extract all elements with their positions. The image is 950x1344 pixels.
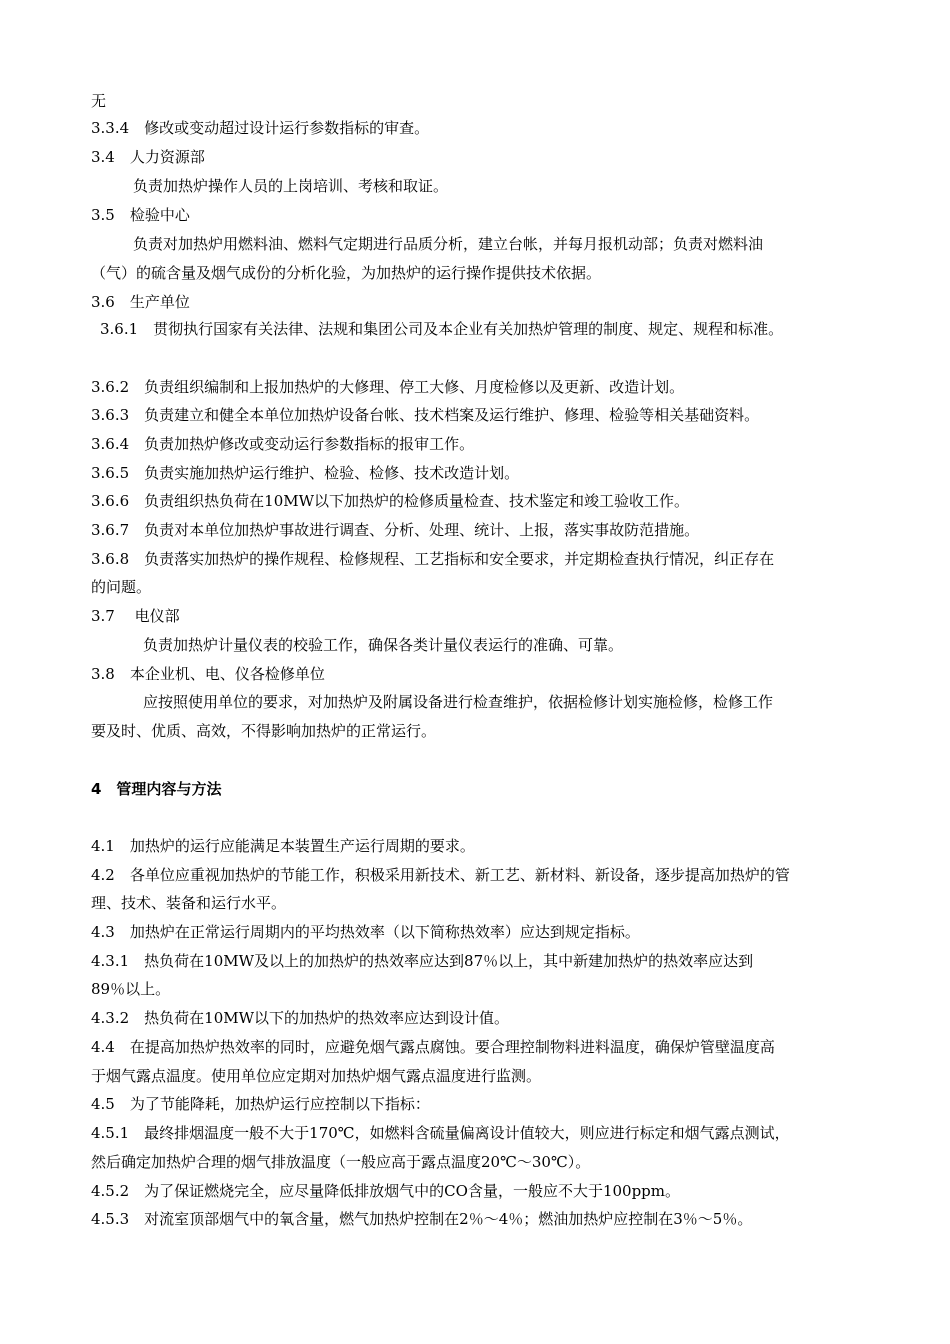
clause-4-3-2: 4.3.2 热负荷在10MW以下的加热炉的热效率应达到设计值。 <box>91 1009 510 1027</box>
clause-3-6-6: 3.6.6 负责组织热负荷在10MW以下加热炉的检修质量检查、技术鉴定和竣工验收工作。 <box>91 492 690 510</box>
paragraph-line: 应按照使用单位的要求，对加热炉及附属设备进行检查维护，依据检修计划实施检修，检修工作 <box>143 693 774 711</box>
paragraph-line: 负责加热炉计量仪表的校验工作，确保各类计量仪表运行的准确、可靠。 <box>143 636 624 654</box>
paragraph-line: 理、技术、装备和运行水平。 <box>91 894 287 912</box>
clause-3-6-5: 3.6.5 负责实施加热炉运行维护、检验、检修、技术改造计划。 <box>91 464 520 482</box>
clause-3-3-4: 3.3.4 修改或变动超过设计运行参数指标的审查。 <box>91 119 430 137</box>
paragraph-line: 然后确定加热炉合理的烟气排放温度（一般应高于露点温度20℃～30℃）。 <box>91 1153 591 1171</box>
clause-4-3-1: 4.3.1 热负荷在10MW及以上的加热炉的热效率应达到87％以上，其中新建加热炉的热效率应达到 <box>91 952 754 970</box>
section-4-heading: 4 管理内容与方法 <box>91 780 222 798</box>
section-3-8-heading: 3.8 本企业机、电、仪各检修单位 <box>91 665 325 683</box>
section-3-6-heading: 3.6 生产单位 <box>91 293 190 311</box>
clause-3-6-4: 3.6.4 负责加热炉修改或变动运行参数指标的报审工作。 <box>91 435 475 453</box>
clause-4-5-1: 4.5.1 最终排烟温度一般不大于170℃，如燃料含硫量偏离设计值较大，则应进行标定和烟气露点测试， <box>91 1124 790 1142</box>
section-3-7-heading: 3.7 电仪部 <box>91 607 180 625</box>
clause-3-6-1: 3.6.1 贯彻执行国家有关法律、法规和集团公司及本企业有关加热炉管理的制度、规定、规程和标准。 <box>100 320 784 338</box>
clause-3-6-2: 3.6.2 负责组织编制和上报加热炉的大修理、停工大修、月度检修以及更新、改造计划。 <box>91 378 685 396</box>
clause-4-3: 4.3 加热炉在正常运行周期内的平均热效率（以下简称热效率）应达到规定指标。 <box>91 923 640 941</box>
clause-4-4: 4.4 在提高加热炉热效率的同时，应避免烟气露点腐蚀。要合理控制物料进料温度，确保炉管壁温度高 <box>91 1038 775 1056</box>
paragraph-line: （气）的硫含量及烟气成份的分析化验，为加热炉的运行操作提供技术依据。 <box>91 264 602 282</box>
paragraph-line: 于烟气露点温度。使用单位应定期对加热炉烟气露点温度进行监测。 <box>91 1067 542 1085</box>
paragraph-line: 89％以上。 <box>91 980 171 998</box>
paragraph-line: 负责加热炉操作人员的上岗培训、考核和取证。 <box>133 177 449 195</box>
clause-3-6-7: 3.6.7 负责对本单位加热炉事故进行调查、分析、处理、统计、上报，落实事故防范措施。 <box>91 521 700 539</box>
clause-4-5: 4.5 为了节能降耗，加热炉运行应控制以下指标： <box>91 1095 430 1113</box>
paragraph-line: 负责对加热炉用燃料油、燃料气定期进行品质分析，建立台帐，并每月报机动部；负责对燃料油 <box>133 235 764 253</box>
clause-3-6-8: 3.6.8 负责落实加热炉的操作规程、检修规程、工艺指标和安全要求，并定期检查执行情况，纠正存在 <box>91 550 775 568</box>
text-line: 无 <box>91 92 107 110</box>
clause-4-5-2: 4.5.2 为了保证燃烧完全，应尽量降低排放烟气中的CO含量，一般应不大于100ppm。 <box>91 1182 681 1200</box>
section-3-5-heading: 3.5 检验中心 <box>91 206 190 224</box>
section-3-4-heading: 3.4 人力资源部 <box>91 148 205 166</box>
paragraph-line: 的问题。 <box>91 578 152 596</box>
clause-4-5-3: 4.5.3 对流室顶部烟气中的氧含量，燃气加热炉控制在2％～4％；燃油加热炉应控制在3％～5％。 <box>91 1210 753 1228</box>
clause-4-1: 4.1 加热炉的运行应能满足本装置生产运行周期的要求。 <box>91 837 475 855</box>
clause-3-6-3: 3.6.3 负责建立和健全本单位加热炉设备台帐、技术档案及运行维护、修理、检验等相关基础资料。 <box>91 406 760 424</box>
clause-4-2: 4.2 各单位应重视加热炉的节能工作，积极采用新技术、新工艺、新材料、新设备，逐步提高加热炉的管 <box>91 866 790 884</box>
paragraph-line: 要及时、优质、高效，不得影响加热炉的正常运行。 <box>91 722 437 740</box>
